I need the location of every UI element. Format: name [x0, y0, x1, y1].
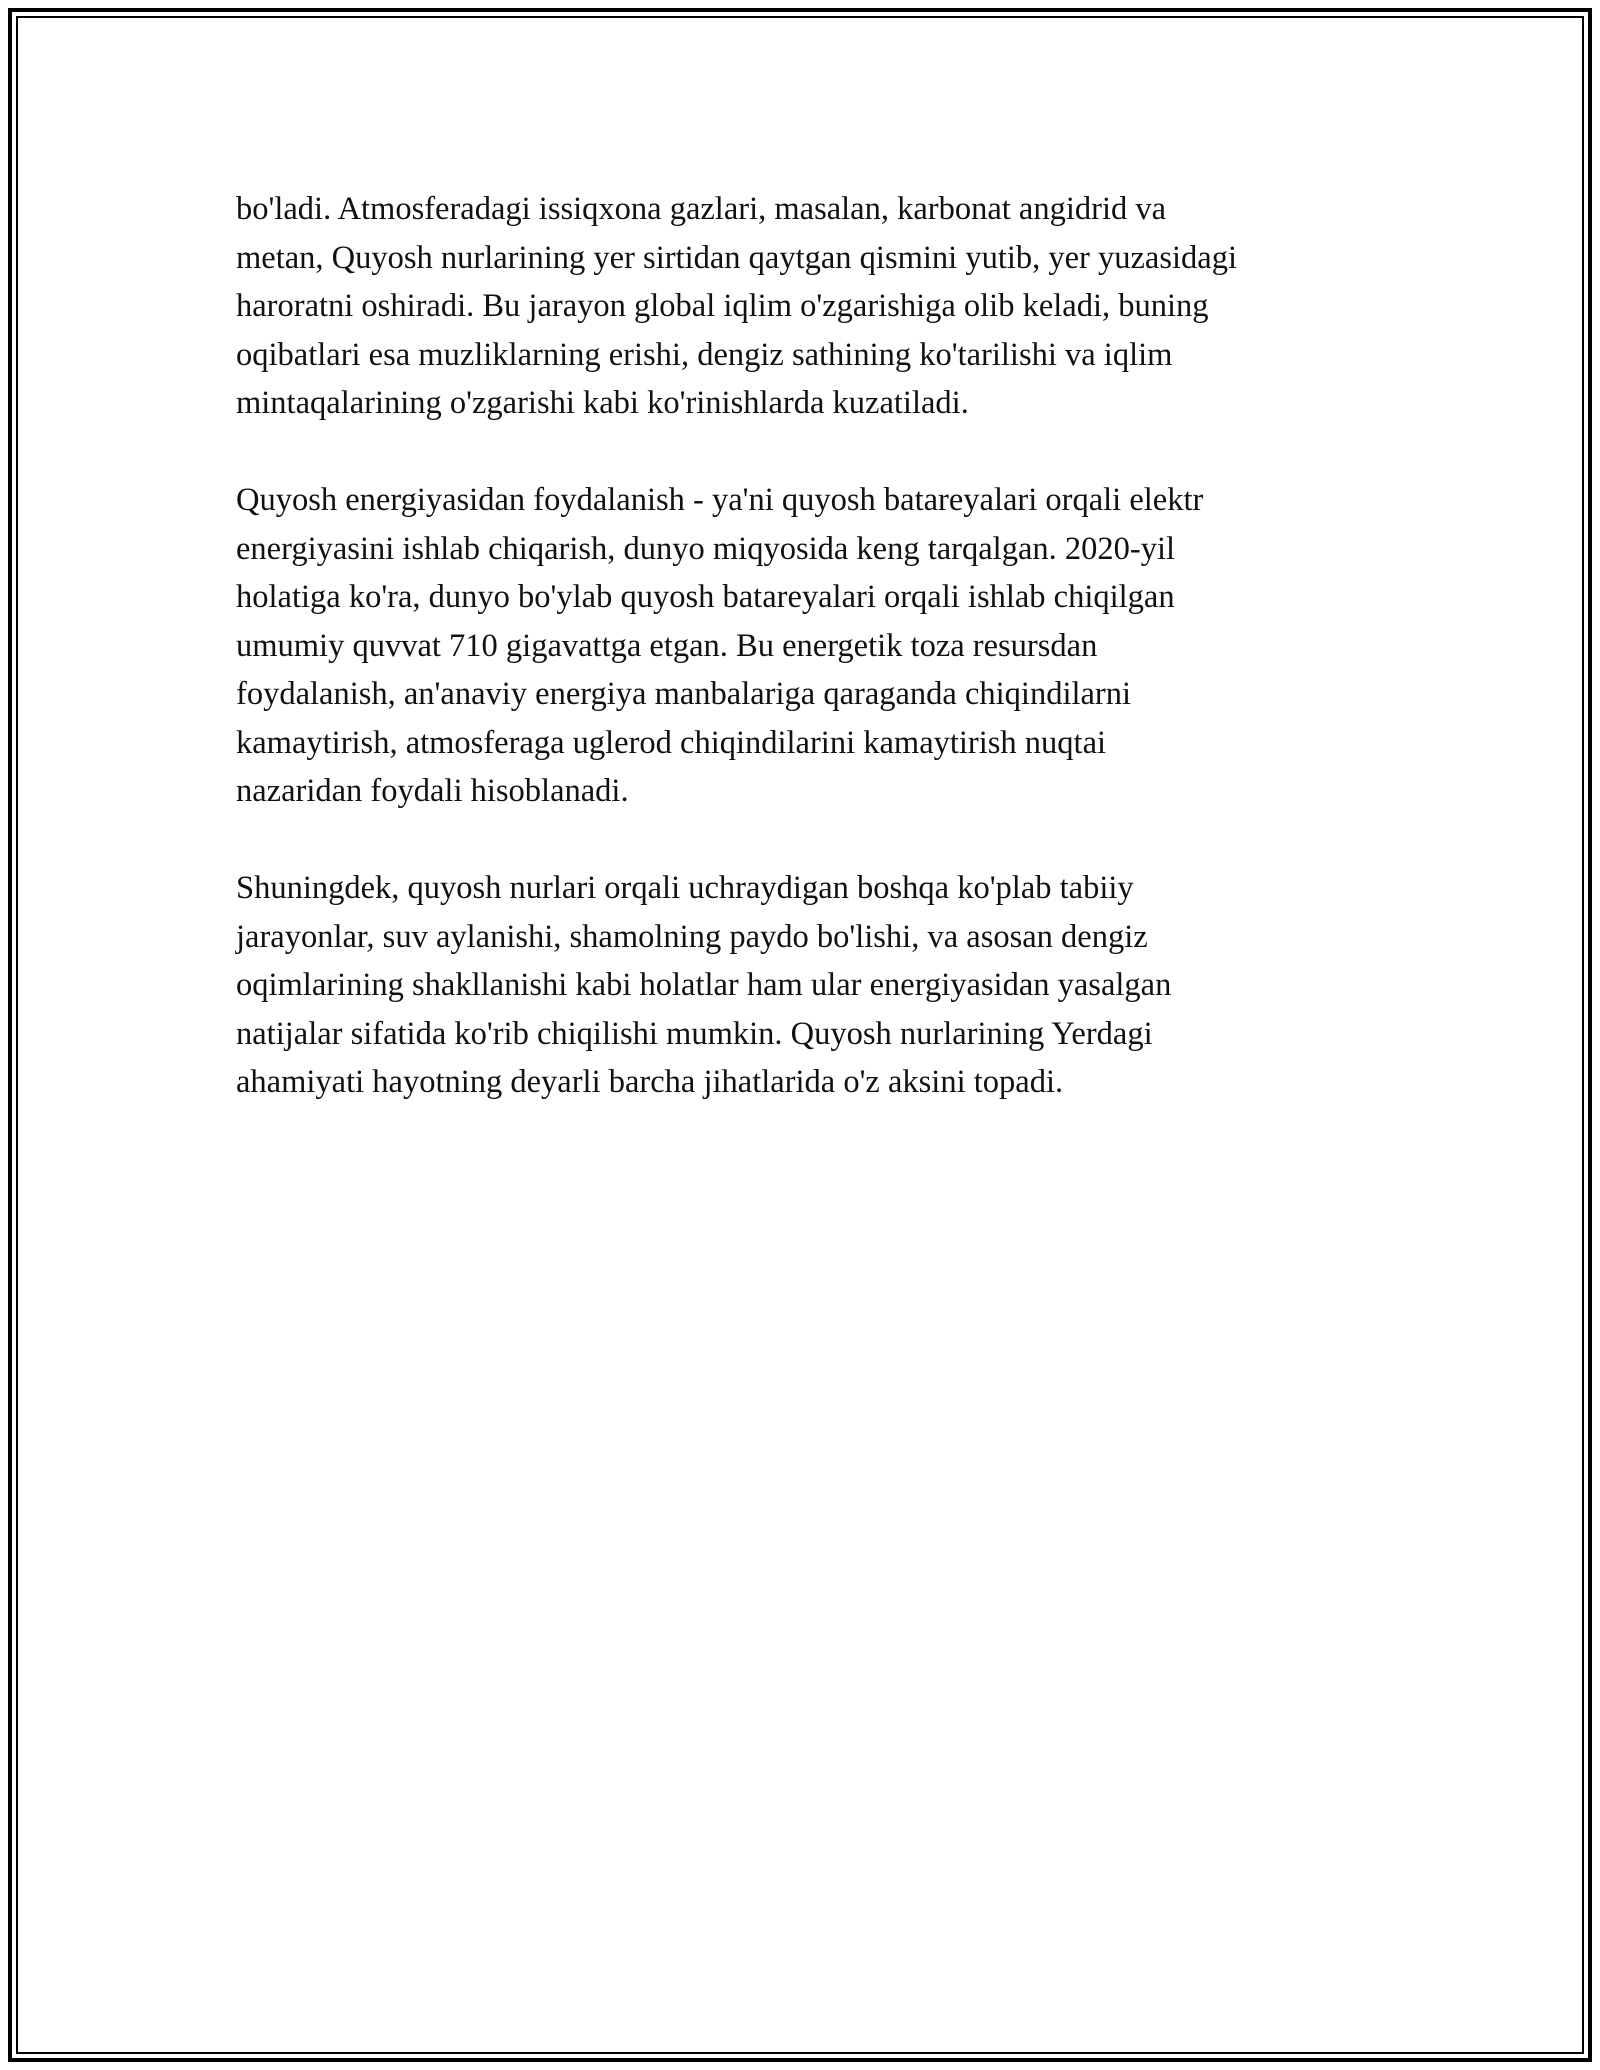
paragraph-2: Quyosh energiyasidan foydalanish - ya'ni quyosh batareyalari orqali elektr energiyasini ishlab chiqarish, dunyo miqyosida keng tarqalgan. 2020-yil holatiga ko'ra, dunyo bo'ylab quyosh batareyalari orqali ishlab chiqilgan umumiy quvvat 710 gigavattga etgan. Bu energetik toza resursdan foydalanish, an'anaviy energiya manbalariga qaraganda chiqindilarni kamaytirish, atmosferaga uglerod chiqindilarini kamaytirish nuqtai nazaridan foydali hisoblanadi. — [236, 482, 1204, 809]
paragraph-3: Shuningdek, quyosh nurlari orqali uchraydigan boshqa ko'plab tabiiy jarayonlar, suv aylanishi, shamolning paydo bo'lishi, va asosan dengiz oqimlarining shakllanishi kabi holatlar ham ular energiyasidan yasalgan natijalar sifatida ko'rib chiqilishi mumkin. Quyosh nurlarining Yerdagi ahamiyati hayotning deyarli barcha jihatlarida o'z aksini topadi. — [236, 870, 1172, 1100]
document-body — [236, 185, 1386, 1155]
paragraph-1: bo'ladi. Atmosferadagi issiqxona gazlari, masalan, karbonat angidrid va metan, Quyosh nurlarining yer sirtidan qaytgan qismini yutib, yer yuzasidagi haroratni oshiradi. Bu jarayon global iqlim o'zgarishiga olib keladi, buning oqibatlari esa muzliklarning erishi, dengiz sathining ko'tarilishi va iqlim mintaqalarining o'zgarishi kabi ko'rinishlarda kuzatiladi. — [236, 191, 1237, 421]
